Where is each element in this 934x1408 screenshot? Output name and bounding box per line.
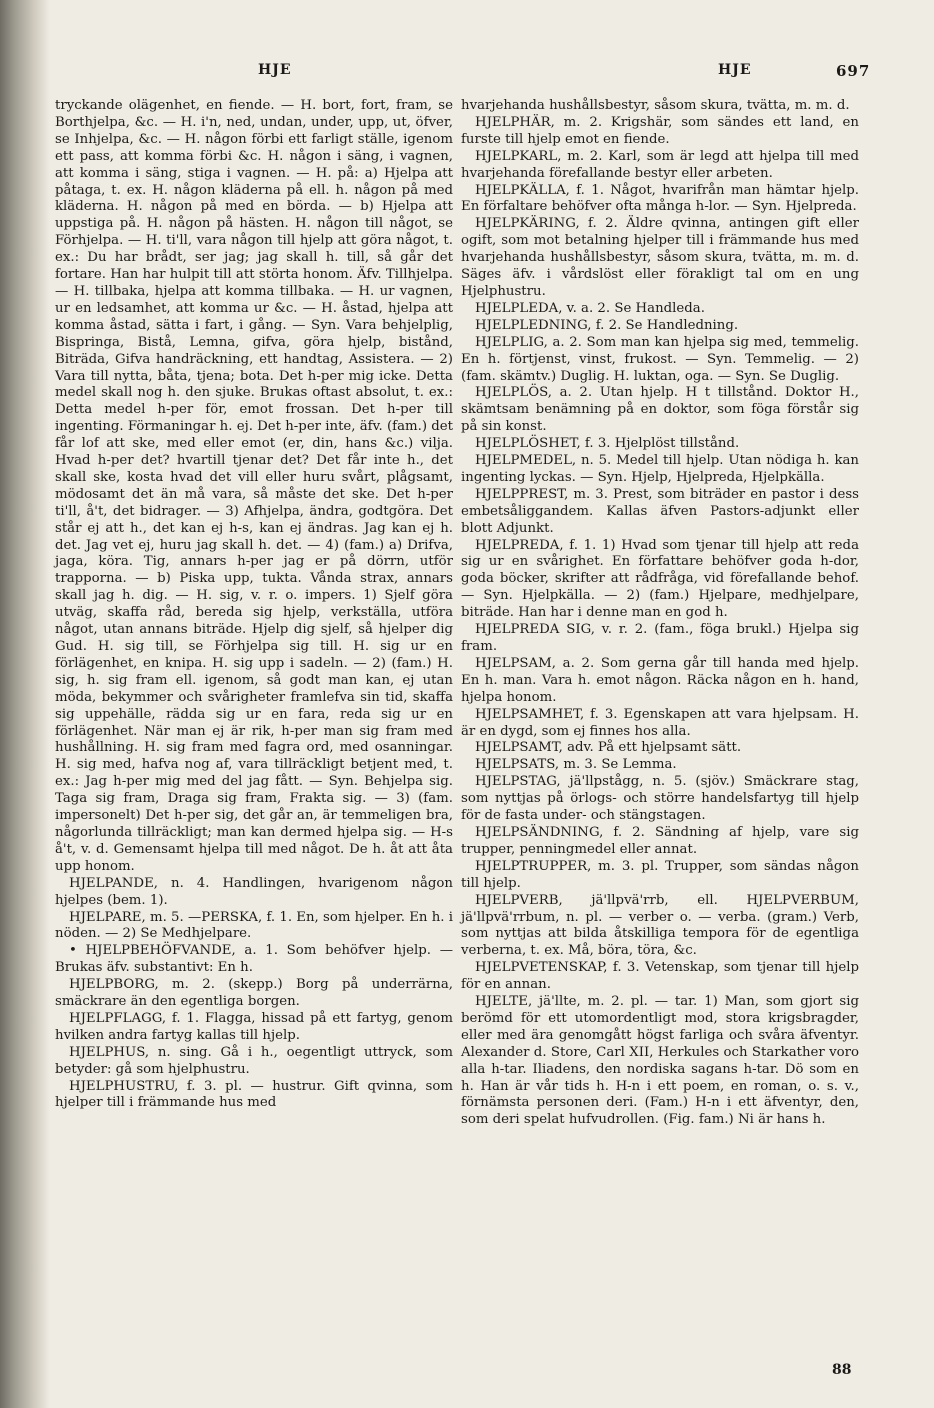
page-number: 697 bbox=[836, 62, 871, 80]
entry-paragraph: HJELPKÄLLA, f. 1. Något, hvarifrån man hämtar hjelp. En förfaltare behöfver ofta många h-lor. — Syn. Hjelpreda. bbox=[461, 182, 859, 215]
entry-paragraph: HJELPSATS, m. 3. Se Lemma. bbox=[475, 757, 677, 773]
entry-paragraph: HJELPREDA, f. 1. 1) Hvad som tjenar till hjelp att reda sig ur en svårighet. En författare behöfver goda h-dor, goda böcker, skrifter att rådfråga, vid förefallande behof. — Syn. Hjelpkälla. — 2) (fam.) Hjelpare, medhjelpare, biträde. Han har i denne man en god h. bbox=[461, 537, 859, 621]
entry-paragraph: HJELPMEDEL, n. 5. Medel till hjelp. Utan nödiga h. kan ingenting lyckas. — Syn. Hjelp, Hjelpreda, Hjelpkälla. bbox=[461, 453, 859, 485]
entry-paragraph: HJELPLEDA, v. a. 2. Se Handleda. bbox=[475, 300, 705, 316]
entry-paragraph: hvarjehanda hushållsbestyr, såsom skura, tvätta, m. m. d. bbox=[461, 98, 850, 113]
entry-paragraph: HJELPARE, m. 5. —PERSKA, f. 1. En, som hjelper. En h. i nöden. — 2) Se Medhjelpare. bbox=[55, 909, 453, 942]
entry-paragraph: HJELPHUS, n. sing. Gå i h., oegentligt uttryck, som betyder: gå som hjelphustru. bbox=[55, 1044, 453, 1077]
entry-paragraph: HJELPTRUPPER, m. 3. pl. Trupper, som sändas någon till hjelp. bbox=[461, 858, 859, 891]
running-head-left: HJE bbox=[258, 62, 292, 78]
entry-paragraph: HJELPSÄNDNING, f. 2. Sändning af hjelp, vare sig trupper, penningmedel eller annat. bbox=[461, 824, 859, 857]
printer-signature: 88 bbox=[832, 1362, 852, 1378]
entry-paragraph: HJELPHUSTRU, f. 3. pl. — hustrur. Gift qvinna, som hjelper till i främmande hus med bbox=[55, 1078, 453, 1111]
entry-paragraph: • HJELPBEHÖFVANDE, a. 1. Som behöfver hjelp. — Brukas äfv. substantivt: En h. bbox=[55, 943, 453, 976]
right-column bbox=[461, 98, 859, 1129]
entry-paragraph: HJELPHÄR, m. 2. Krigshär, som sändes ett land, en furste till hjelp emot en fiende. bbox=[461, 114, 859, 147]
entry-paragraph: HJELPLÖSHET, f. 3. Hjelplöst tillstånd. bbox=[475, 436, 740, 452]
entry-paragraph: HJELPLÖS, a. 2. Utan hjelp. H t tillstånd. Doktor H., skämtsam benämning på en doktor, som föga förstår sig på sin konst. bbox=[461, 385, 859, 435]
entry-paragraph: HJELPSAM, a. 2. Som gerna går till handa med hjelp. En h. man. Vara h. emot någon. Räcka någon en h. hand, hjelpa honom. bbox=[461, 655, 859, 705]
entry-paragraph: HJELPKÄRING, f. 2. Äldre qvinna, antingen gift eller ogift, som mot betalning hjelper till i främmande hus med hvarjehanda hushållsbestyr, såsom skura, tvätta, m. m. d. Säges äfv. i vårdslöst eller förakligt tal om en ung Hjelphustru. bbox=[461, 216, 859, 299]
entry-paragraph: HJELPFLAGG, f. 1. Flagga, hissad på ett fartyg, genom hvilken andra fartyg kallas till hjelp. bbox=[55, 1010, 453, 1043]
entry-paragraph: HJELPSAMHET, f. 3. Egenskapen att vara hjelpsam. H. är en dygd, som ej finnes hos alla. bbox=[461, 706, 859, 739]
entry-paragraph: HJELPVERB, jä'llpvä'rrb, ell. HJELPVERBUM, jä'llpvä'rrbum, n. pl. — verber o. — verba. (gram.) Verb, som nyttjas att bilda åtskilliga tempora för de egentliga verberna, t. ex. Må, böra, töra, &c. bbox=[461, 892, 859, 959]
entry-paragraph: HJELPANDE, n. 4. Handlingen, hvarigenom någon hjelpes (bem. 1). bbox=[55, 875, 453, 908]
entry-paragraph: HJELPVETENSKAP, f. 3. Vetenskap, som tjenar till hjelp för en annan. bbox=[461, 960, 859, 993]
left-column bbox=[55, 98, 453, 1112]
entry-paragraph: HJELTE, jä'llte, m. 2. pl. — tar. 1) Man, som gjort sig berömd för ett utomordentligt mod, stora krigsbragder, eller med ära genomgått högst farliga och svåra äfventyr. Alexander d. Store, Carl XII, Herkules och Starkather voro alla h-tar. Iliadens, den nordiska sagans h-tar. Dö som en h. Han är vår tids h. H-n i ett poem, en roman, o. s. v., förnämsta personen deri. (Fam.) H-n i ett äfventyr, den, som deri spelat hufvudrollen. (Fig. fam.) Ni är hans h. bbox=[461, 994, 859, 1128]
entry-paragraph: HJELPBORG, m. 2. (skepp.) Borg på underrärna, smäckrare än den egentliga borgen. bbox=[55, 977, 453, 1010]
running-head-right: HJE bbox=[718, 62, 752, 78]
entry-paragraph: HJELPPREST, m. 3. Prest, som biträder en pastor i dess embetsåliggandem. Kallas äfven Pastors-adjunkt eller blott Adjunkt. bbox=[461, 486, 859, 536]
entry-paragraph: HJELPLEDNING, f. 2. Se Handledning. bbox=[475, 317, 739, 333]
entry-paragraph: HJELPKARL, m. 2. Karl, som är legd att hjelpa till med hvarjehanda förefallande bestyr eller arbeten. bbox=[461, 148, 859, 181]
entry-paragraph: HJELPREDA SIG, v. r. 2. (fam., föga brukl.) Hjelpa sig fram. bbox=[461, 622, 859, 654]
entry-paragraph: HJELPLIG, a. 2. Som man kan hjelpa sig med, temmelig. En h. förtjenst, vinst, frukost. — Syn. Temmelig. — 2) (fam. skämtv.) Duglig. H. luktan, oga. — Syn. Se Duglig. bbox=[461, 334, 859, 384]
entry-paragraph: HJELPSAMT, adv. På ett hjelpsamt sätt. bbox=[475, 740, 742, 756]
entry-paragraph: HJELPSTAG, jä'llpstågg, n. 5. (sjöv.) Smäckrare stag, som nyttjas på örlogs- och större handelsfartyg till hjelp för de fasta under- och stängstagen. bbox=[461, 774, 859, 824]
book-spine-shadow bbox=[0, 0, 50, 1408]
entry-paragraph: tryckande olägenhet, en fiende. — H. bort, fort, fram, se Borthjelpa, &c. — H. i'n, ned, undan, under, upp, ut, öfver, se Inhjelpa, &c. — H. någon förbi ett farligt ställe, igenom ett pass, att komma förbi &c. H. någon i säng, i vagnen, att komma i säng, stiga i vagnen. — H. på: a) Hjelpa att påtaga, t. ex. H. någon kläderna på ell. h. någon på med kläderna. H. någon på med en börda. — b) Hjelpa att uppstiga på. H. någon på hästen. H. någon till något, se Förhjelpa. — H. ti'll, vara någon till hjelp att göra något, t. ex.: Du har brådt, ser jag; jag skall h. till, så går det fortare. Han har hulpit till att störta honom. Äfv. Tillhjelpa. — H. tillbaka, hjelpa att komma tillbaka. — H. ur vagnen, ur en ledsamhet, att komma ur &c. — H. åstad, hjelpa att komma åstad, sätta i fart, i gång. — Syn. Vara behjelplig, Bispringa, Bistå, Lemna, gifva, göra hjelp, bistånd, Biträda, Gifva handräckning, ett handtag, Assistera. — 2) Vara till nytta, båta, tjena; bota. Det h-per mig icke. Detta medel skall nog h. den sjuke. Brukas oftast absolut, t. ex.: Detta medel h-per för, emot frossan. Det h-per till ingenting. Förmaningar h. ej. Det h-per inte, äfv. (fam.) det får lof att ske, med eller emot (er, din, hans &c.) vilja. Hvad h-per det? hvartill tjenar det? Det får inte h., det skall ske, kosta hvad det vill eller huru svårt, plågsamt, mödosamt det än må vara, så måste det ske. Det h-per ti'll, å't, det bidrager. — 3) Afhjelpa, ändra, godtgöra. Det står ej att h., det kan ej h-s, kan ej ändras. Jag kan ej h. det. Jag vet ej, huru jag skall h. det. — 4) (fam.) a) Drifva, jaga, köra. Tig, annars h-per jag er på dörrn, utför trapporna. — b) Piska upp, tukta. Vånda strax, annars skall jag h. dig. — H. sig, v. r. o. impers. 1) Sjelf göra utväg, skaffa råd, bereda sig hjelp, verkställa, utföra något, utan annans biträde. Hjelp dig sjelf, så hjelper dig Gud. H. sig till, se Förhjelpa sig till. H. sig ur en förlägenhet, en knipa. H. sig upp i sadeln. — 2) (fam.) H. sig, h. sig fram ell. igenom, så godt man kan, ej utan möda, bekymmer och svårigheter framlefva sin tid, skaffa sig uppehälle, rädda sig ur en fara, reda sig ur en förlägenhet. När man ej är rik, h-per man sig fram med hushållning. H. sig fram med fagra ord, med osanningar. H. sig med, hafva nog af, vara tillräckligt betjent med, t. ex.: Jag h-per mig med del jag fått. — Syn. Behjelpa sig. Taga sig fram, Draga sig fram, Frakta sig. — 3) (fam. impersonelt) Det h-per sig, det går an, är temmeligen bra, någorlunda tillräckligt; man kan dermed hjelpa sig. — H-s å't, v. d. Gemensamt hjelpa till med något. De h. åt att åta upp honom. bbox=[55, 98, 453, 874]
